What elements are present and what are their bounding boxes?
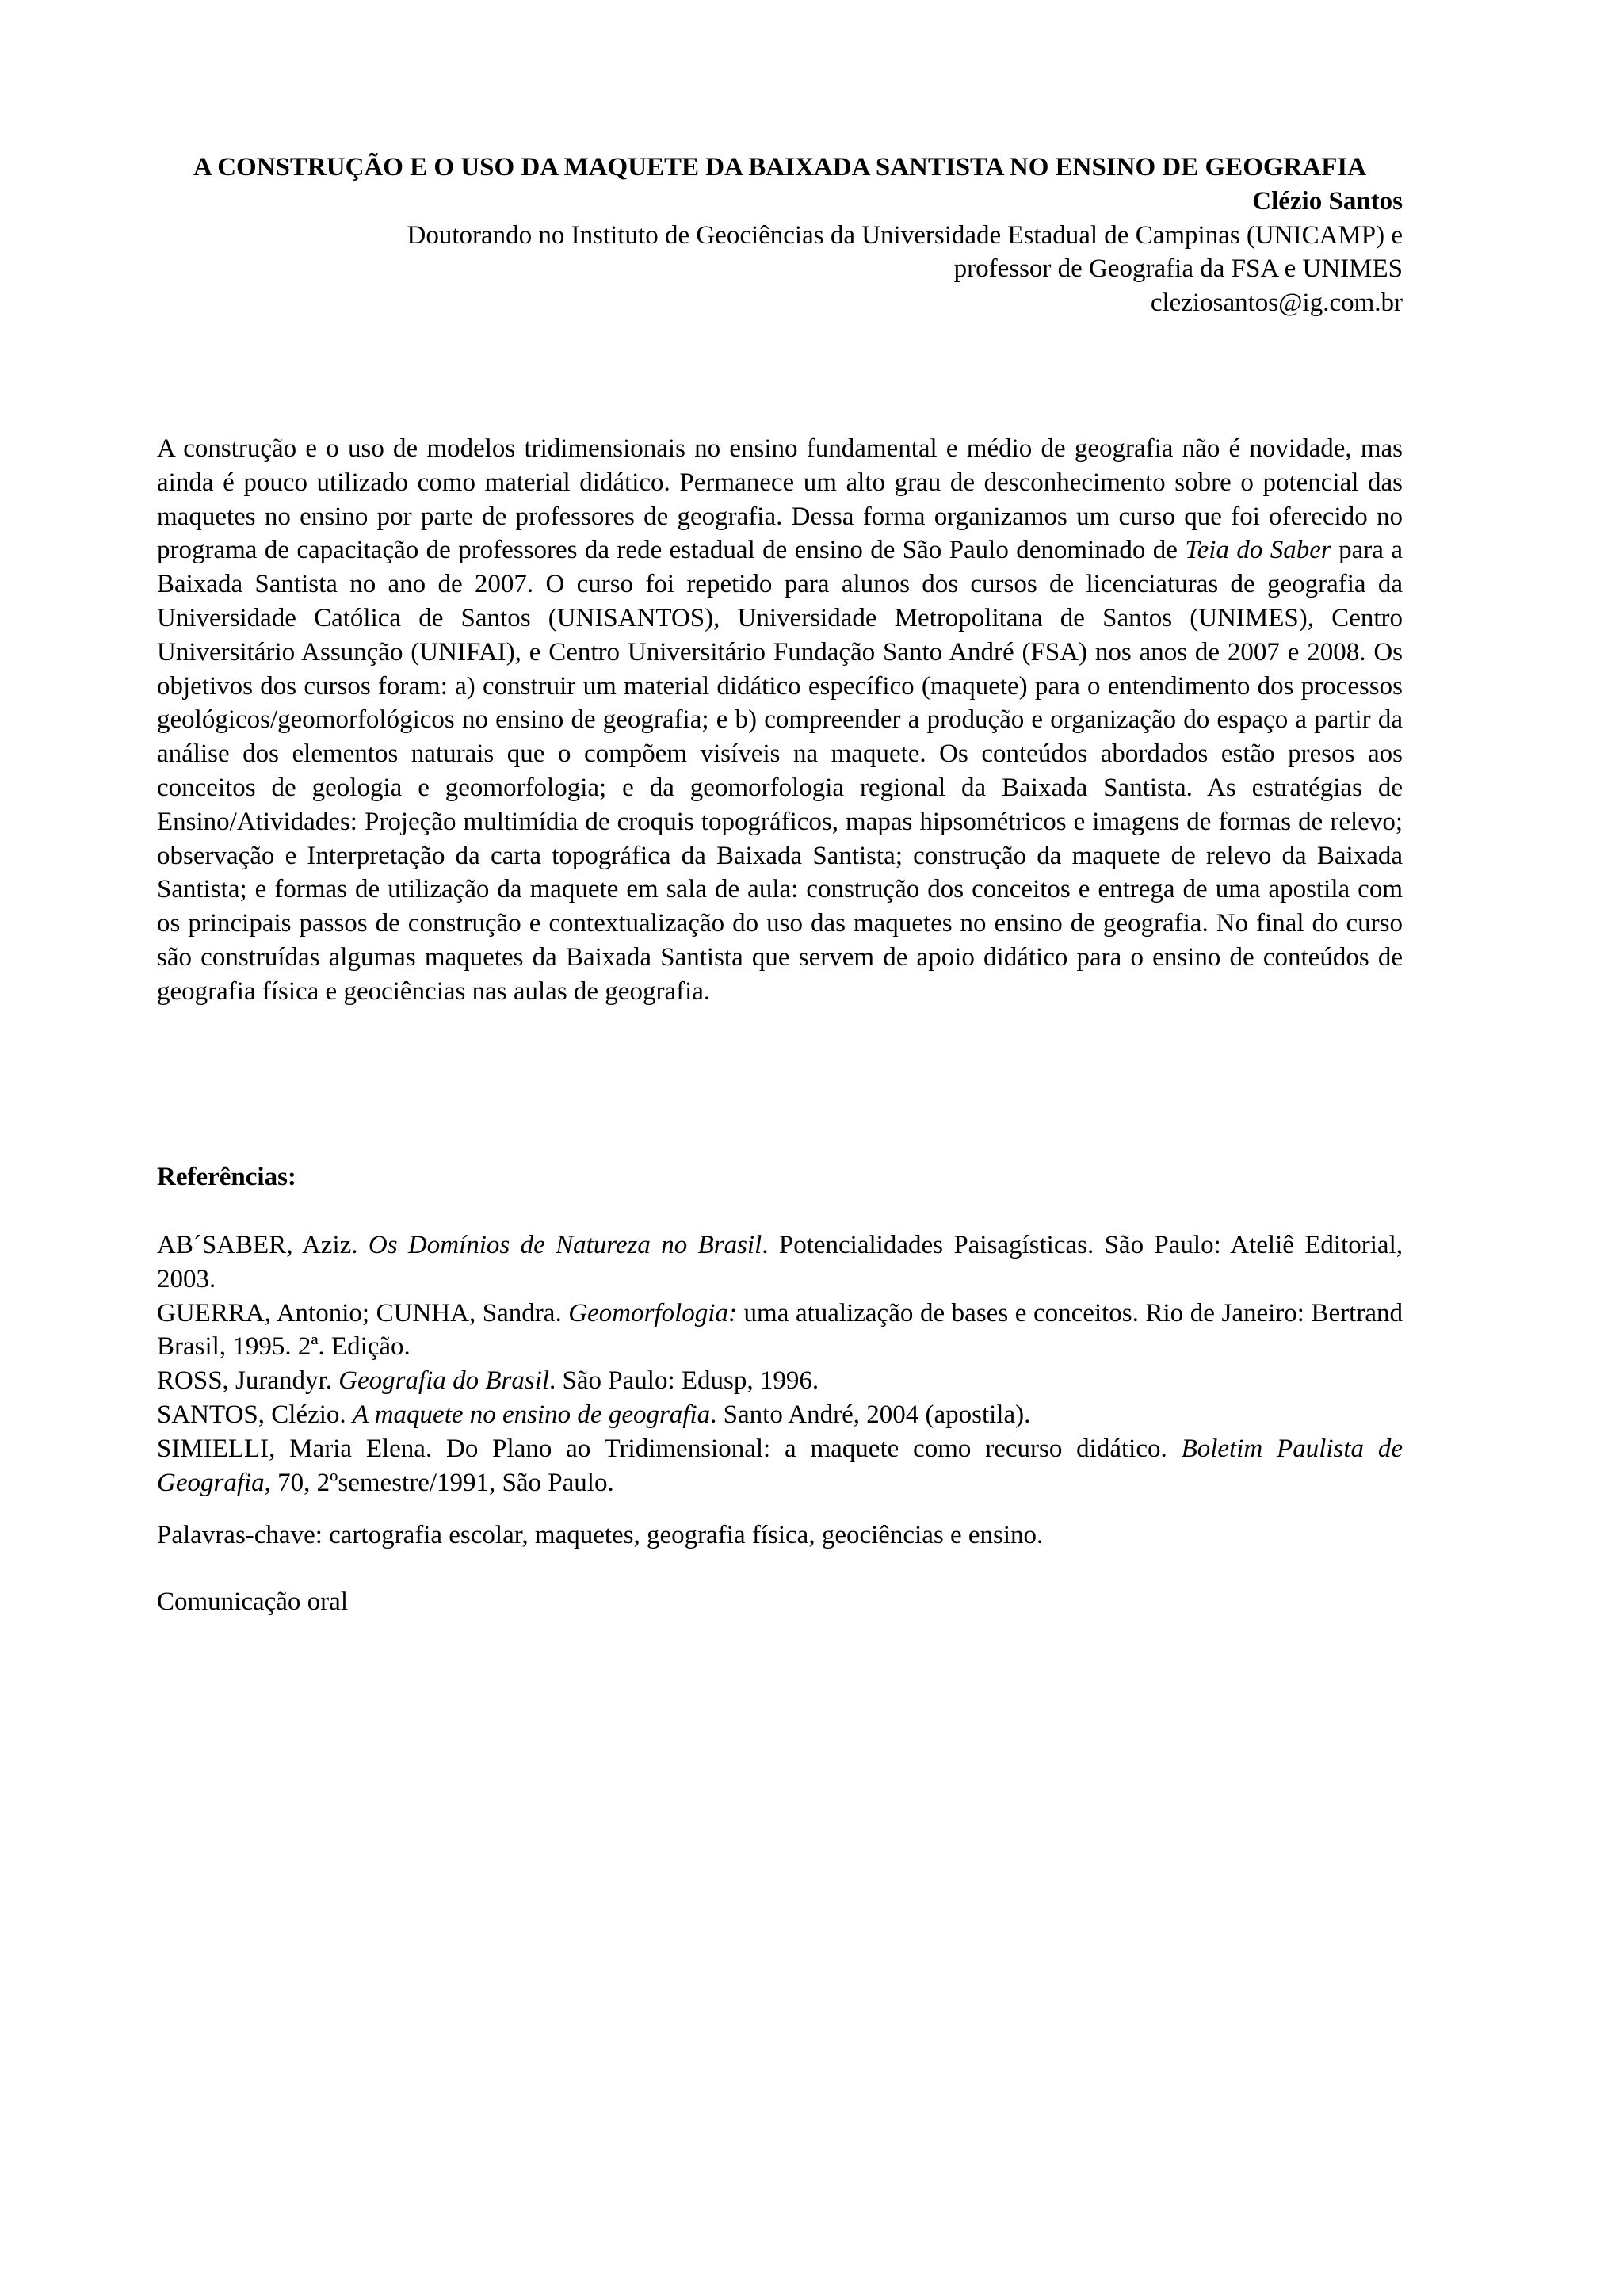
reference-author: GUERRA, Antonio; CUNHA, Sandra. <box>157 1298 569 1328</box>
document-page <box>157 151 1403 1616</box>
reference-details: , 70, 2ºsemestre/1991, São Paulo. <box>264 1468 614 1497</box>
reference-item <box>157 1432 1403 1500</box>
references-list <box>157 1228 1403 1499</box>
reference-details: uma atualização de bases e conceitos. Rio de Janeiro: Bertrand Brasil, 1995. 2ª. Edição. <box>157 1298 1403 1362</box>
reference-author: SIMIELLI, Maria Elena. Do Plano ao Tridimensional: a maquete como recurso didático. <box>157 1434 1182 1463</box>
reference-title: Os Domínios de Natureza no Brasil <box>368 1231 762 1259</box>
author-email: cleziosantos@ig.com.br <box>1150 288 1403 318</box>
keywords: Palavras-chave: cartografia escolar, maquetes, geografia física, geociências e ensino. <box>157 1521 1044 1549</box>
author-affiliation-line2: professor de Geografia da FSA e UNIMES <box>953 254 1403 284</box>
reference-item <box>157 1398 1403 1432</box>
reference-details: . Santo André, 2004 (apostila). <box>710 1400 1031 1429</box>
reference-item <box>157 1228 1403 1297</box>
reference-item <box>157 1364 1403 1398</box>
abstract-paragraph <box>157 432 1403 1009</box>
abstract-part2: para a Baixada Santista no ano de 2007. O curso foi repetido para alunos dos cursos de licenciaturas de geografia da Universidade Católica de Santos (UNISANTOS), Universidade Metropolitana de Santos (UNIMES), Centro Universitário Assunção (UNIFAI), e Centro Universitário Fundação Santo André (FSA) nos anos de 2007 e 2008. Os objetivos dos cursos foram: a) construir um material didático específico (maquete) para o entendimento dos processos geológicos/geomorfológicos no ensino de geografia; e b) compreender a produção e organização do espaço a partir da análise dos elementos naturais que o compõem visíveis na maquete. Os conteúdos abordados estão presos aos conceitos de geologia e geomorfologia; e da geomorfologia regional da Baixada Santista. As estratégias de Ensino/Atividades: Projeção multimídia de croquis topográficos, mapas hipsométricos e imagens de formas de relevo; observação e Interpretação da carta topográfica da Baixada Santista; construção da maquete de relevo da Baixada Santista; e formas de utilização da maquete em sala de aula: construção dos conceitos e entrega de uma apostila com os principais passos de construção e contextualização do uso das maquetes no ensino de geografia. No final do curso são construídas algumas maquetes da Baixada Santista que servem de apoio didático para o ensino de conteúdos de geografia física e geociências nas aulas de geografia. <box>157 536 1403 1006</box>
author-affiliation-line1: Doutorando no Instituto de Geociências da Universidade Estadual de Campinas (UNICAMP) e <box>407 220 1403 250</box>
presentation-type: Comunicação oral <box>157 1587 348 1616</box>
reference-title: A maquete no ensino de geografia <box>352 1400 711 1429</box>
author-name: Clézio Santos <box>1252 186 1403 216</box>
abstract-part1: A construção e o uso de modelos tridimensionais no ensino fundamental e médio de geografia não é novidade, mas ainda é pouco utilizado como material didático. Permanece um alto grau de desconhecimento sobre o potencial das maquetes no ensino por parte de professores de geografia. Dessa forma organizamos um curso que foi oferecido no programa de capacitação de professores da rede estadual de ensino de São Paulo denominado de <box>157 434 1403 565</box>
paper-title: A CONSTRUÇÃO E O USO DA MAQUETE DA BAIXADA SANTISTA NO ENSINO DE GEOGRAFIA <box>193 153 1367 181</box>
reference-author: AB´SABER, Aziz. <box>157 1231 369 1259</box>
reference-details: . Potencialidades Paisagísticas. São Paulo: Ateliê Editorial, 2003. <box>157 1231 1403 1293</box>
reference-title: Boletim Paulista de Geografia <box>157 1434 1403 1497</box>
reference-author: ROSS, Jurandyr. <box>157 1366 339 1396</box>
references-heading: Referências: <box>157 1163 296 1191</box>
program-name: Teia do Saber <box>1185 536 1331 565</box>
reference-title: Geografia do Brasil <box>338 1366 550 1396</box>
reference-title: Geomorfologia: <box>568 1298 737 1328</box>
reference-item <box>157 1297 1403 1365</box>
reference-author: SANTOS, Clézio. <box>157 1400 353 1429</box>
reference-details: . São Paulo: Edusp, 1996. <box>549 1366 819 1396</box>
